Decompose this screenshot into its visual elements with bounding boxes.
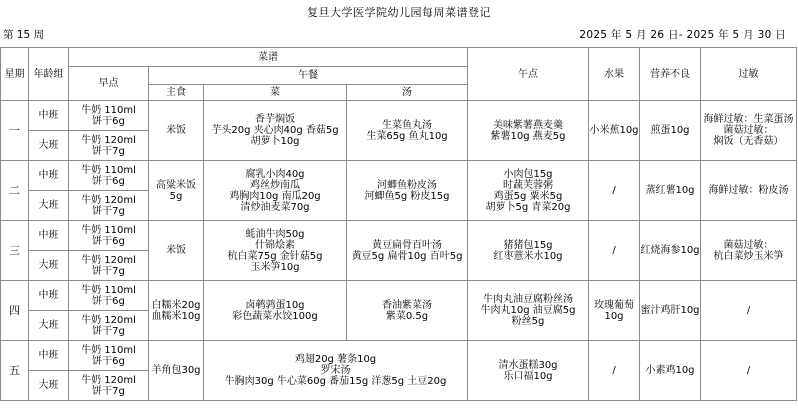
header-dish: 菜 <box>204 85 347 101</box>
snack-cell: 猪猪包15g 红枣薏米水10g <box>468 221 589 281</box>
weekday-cell: 三 <box>1 221 29 281</box>
age-group-cell: 大班 <box>29 191 69 221</box>
allergy-cell: 菌菇过敏： 杭白菜炒玉米笋 <box>701 221 797 281</box>
allergy-cell: / <box>701 281 797 341</box>
dish-cell: 香芋焖饭 芋头20g 夹心肉40g 香菇5g 胡萝卜10g <box>204 101 347 161</box>
header-fruit: 水果 <box>589 48 640 101</box>
age-group-cell: 中班 <box>29 101 69 131</box>
weekday-cell: 二 <box>1 161 29 221</box>
breakfast-cell: 牛奶 110ml 饼干6g <box>69 221 149 251</box>
fruit-cell: 玫瑰葡萄 10g <box>589 281 640 341</box>
menu-table <box>0 47 797 401</box>
breakfast-cell: 牛奶 110ml 饼干6g <box>69 341 149 371</box>
breakfast-cell: 牛奶 120ml 饼干7g <box>69 191 149 221</box>
breakfast-cell: 牛奶 120ml 饼干7g <box>69 251 149 281</box>
header-soup: 汤 <box>347 85 468 101</box>
breakfast-cell: 牛奶 110ml 饼干6g <box>69 281 149 311</box>
lunch-merged-cell: 鸡翅20g 薯条10g 罗宋汤 牛胸肉30g 牛心菜60g 番茄15g 洋葱5g 土豆20g <box>204 341 468 401</box>
fruit-cell: / <box>589 341 640 401</box>
staple-cell: 米饭 <box>149 101 204 161</box>
page-title: 复旦大学医学院幼儿园每周菜谱登记 <box>307 6 491 19</box>
soup-cell: 黄豆扁骨百叶汤 黄豆5g 扁骨10g 百叶5g <box>347 221 468 281</box>
allergy-cell: 海鲜过敏：粉皮汤 <box>701 161 797 221</box>
staple-cell: 羊角包30g <box>149 341 204 401</box>
header-age-group: 年龄组 <box>29 48 69 101</box>
dish-cell: 卤鹌鹑蛋10g 彩色蔬菜水饺100g <box>204 281 347 341</box>
age-group-cell: 大班 <box>29 251 69 281</box>
breakfast-cell: 牛奶 110ml 饼干6g <box>69 101 149 131</box>
header-menu: 菜谱 <box>69 48 468 67</box>
fruit-cell: / <box>589 161 640 221</box>
malnutrition-cell: 煎蛋10g <box>640 101 701 161</box>
weekday-cell: 四 <box>1 281 29 341</box>
weekday-cell: 一 <box>1 101 29 161</box>
malnutrition-cell: 红烧海参10g <box>640 221 701 281</box>
weekday-cell: 五 <box>1 341 29 401</box>
age-group-cell: 中班 <box>29 161 69 191</box>
staple-cell: 白糯米20g 血糯米10g <box>149 281 204 341</box>
age-group-cell: 中班 <box>29 281 69 311</box>
dish-cell: 腐乳小肉40g 鸡丝炒南瓜 鸡胸肉10g 南瓜20g 清炒油麦菜70g <box>204 161 347 221</box>
breakfast-cell: 牛奶 120ml 饼干7g <box>69 131 149 161</box>
staple-cell: 米饭 <box>149 221 204 281</box>
snack-cell: 美味紫薯燕麦羹 紫薯10g 燕麦5g <box>468 101 589 161</box>
date-range: 2025 年 5 月 26 日- 2025 年 5 月 30 日 <box>579 29 786 41</box>
age-group-cell: 大班 <box>29 131 69 161</box>
breakfast-cell: 牛奶 120ml 饼干7g <box>69 311 149 341</box>
snack-cell: 小肉包15g 时蔬芙蓉粥 鸡蛋5g 粟米5g 胡萝卜5g 青菜20g <box>468 161 589 221</box>
header-allergy: 过敏 <box>701 48 797 101</box>
malnutrition-cell: 小素鸡10g <box>640 341 701 401</box>
header-breakfast: 早点 <box>69 67 149 101</box>
snack-cell: 清水蛋糕30g 乐口福10g <box>468 341 589 401</box>
soup-cell: 香油紫菜汤 紫菜0.5g <box>347 281 468 341</box>
soup-cell: 河蝍鱼粉皮汤 河蝍鱼5g 粉皮15g <box>347 161 468 221</box>
snack-cell: 牛肉丸油豆腐粉丝汤 牛肉丸10g 油豆腐5g 粉丝5g <box>468 281 589 341</box>
breakfast-cell: 牛奶 110ml 饼干6g <box>69 161 149 191</box>
header-malnutrition: 营养不良 <box>640 48 701 101</box>
header-lunch: 午餐 <box>149 67 468 85</box>
header-staple: 主食 <box>149 85 204 101</box>
staple-cell: 高粱米饭 5g <box>149 161 204 221</box>
header-snack: 午点 <box>468 48 589 101</box>
malnutrition-cell: 蒸红薯10g <box>640 161 701 221</box>
dish-cell: 蚝油牛肉50g 什锦烩素 杭白菜75g 金针菇5g 玉米笋10g <box>204 221 347 281</box>
breakfast-cell: 牛奶 120ml 饼干7g <box>69 371 149 401</box>
fruit-cell: 小米蕉10g <box>589 101 640 161</box>
age-group-cell: 中班 <box>29 221 69 251</box>
allergy-cell: / <box>701 341 797 401</box>
fruit-cell: / <box>589 221 640 281</box>
allergy-cell: 海鲜过敏：生菜蛋汤 菌菇过敏： 焖饭（无香菇） <box>701 101 797 161</box>
age-group-cell: 大班 <box>29 371 69 401</box>
soup-cell: 生菜鱼丸汤 生菜65g 鱼丸10g <box>347 101 468 161</box>
header-weekday: 星期 <box>1 48 29 101</box>
age-group-cell: 中班 <box>29 341 69 371</box>
malnutrition-cell: 蜜汁鸡肝10g <box>640 281 701 341</box>
age-group-cell: 大班 <box>29 311 69 341</box>
week-label: 第 15 周 <box>3 29 45 41</box>
